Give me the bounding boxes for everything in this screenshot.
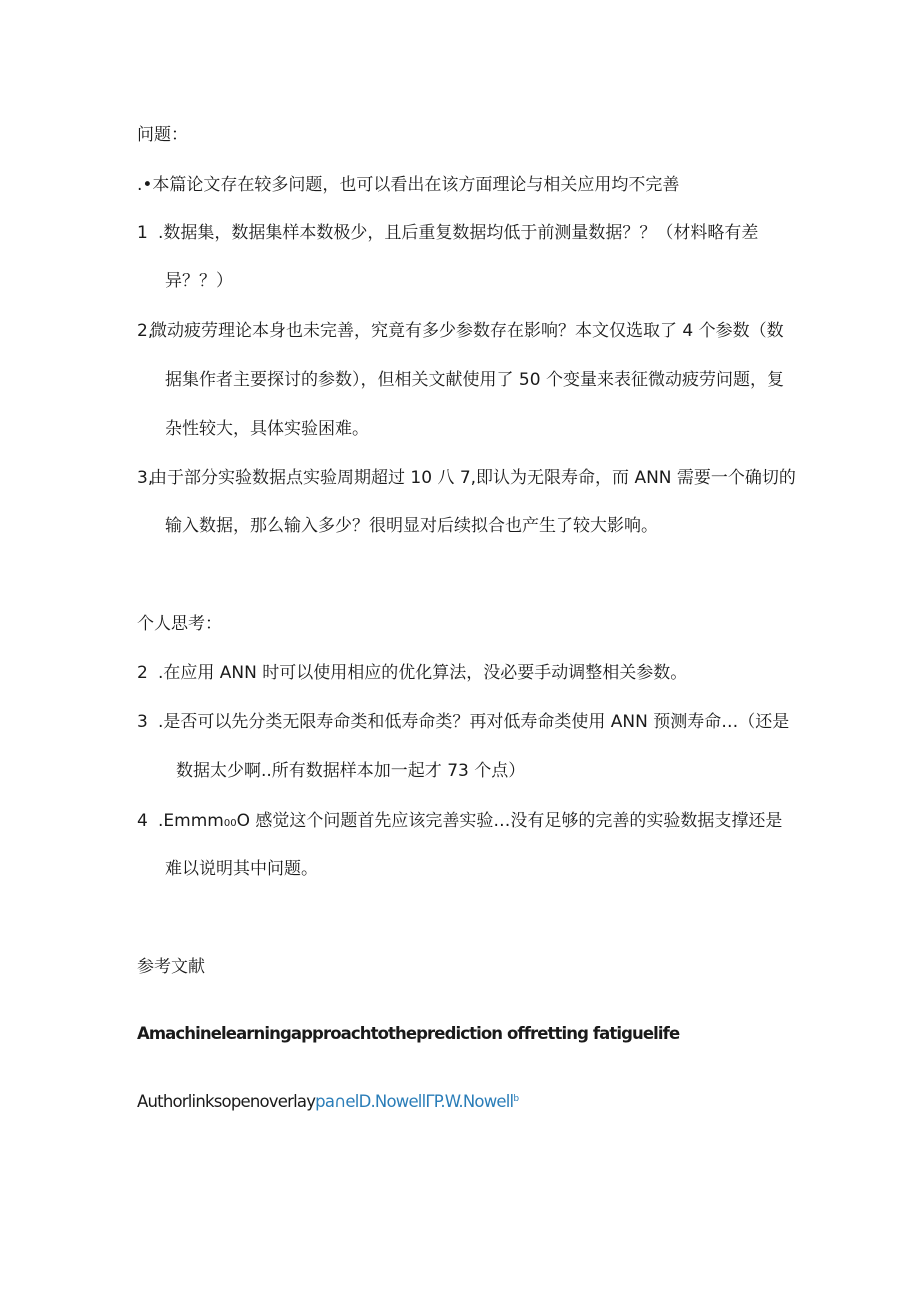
issue-line: .数据集，数据集样本数极少，且后重复数据均低于前测量数据？？（材料略有差 [158, 223, 759, 243]
issue-line: 异？？） [165, 271, 233, 291]
issues-heading: 问题： [137, 125, 188, 145]
thought-line: 数据太少啊..所有数据样本加一起才 73 个点） [176, 761, 526, 781]
author-prefix: Authorlinksopenoverlay [137, 1092, 316, 1111]
thought-line: 难以说明其中问题。 [165, 859, 318, 879]
thought-line: .是否可以先分类无限寿命类和低寿命类？再对低寿命类使用 ANN 预测寿命…（还是 [158, 712, 790, 732]
issue-line: 由于部分实验数据点实验周期超过 10 八 7,即认为无限寿命，而 ANN 需要一个确切的 [150, 468, 796, 488]
reference-title: Amachinelearningapproachtotheprediction offretting fatiguelife [137, 1024, 680, 1043]
thought-line: .在应用 ANN 时可以使用相应的优化算法，没必要手动调整相关参数。 [158, 663, 688, 683]
issue-line: 杂性较大，具体实验困难。 [165, 419, 369, 439]
thought-line [158, 810, 782, 835]
references-heading: 参考文献 [137, 957, 205, 977]
thought-number: 3 [137, 712, 148, 732]
issue-line: 输入数据，那么输入多少？很明显对后续拟合也产生了较大影响。 [165, 516, 658, 536]
thought-number: 4 [137, 811, 148, 831]
issue-number: 3, [137, 468, 154, 488]
reference-authors [137, 1091, 518, 1113]
thought-subscript: 00 [223, 818, 237, 829]
issue-number: 1 [137, 223, 148, 243]
thought-number: 2 [137, 663, 148, 683]
author-link[interactable]: pa∩elD.NowellΓP.W.Nowell [315, 1092, 514, 1111]
issues-intro: .•本篇论文存在较多问题，也可以看出在该方面理论与相关应用均不完善 [137, 175, 680, 195]
thought-text: O 感觉这个问题首先应该完善实验…没有足够的完善的实验数据支撑还是 [236, 811, 783, 831]
thoughts-heading: 个人思考： [137, 614, 222, 634]
issue-number: 2, [137, 321, 154, 341]
issue-line: 据集作者主要探讨的参数），但相关文献使用了 50 个变量来表征微动疲劳问题，复 [165, 370, 784, 390]
thought-text: .Emmm [158, 811, 224, 831]
issue-line: 微动疲劳理论本身也未完善，究竟有多少参数存在影响？本文仅选取了 4 个参数（数 [150, 321, 784, 341]
author-superscript: b [513, 1094, 519, 1104]
